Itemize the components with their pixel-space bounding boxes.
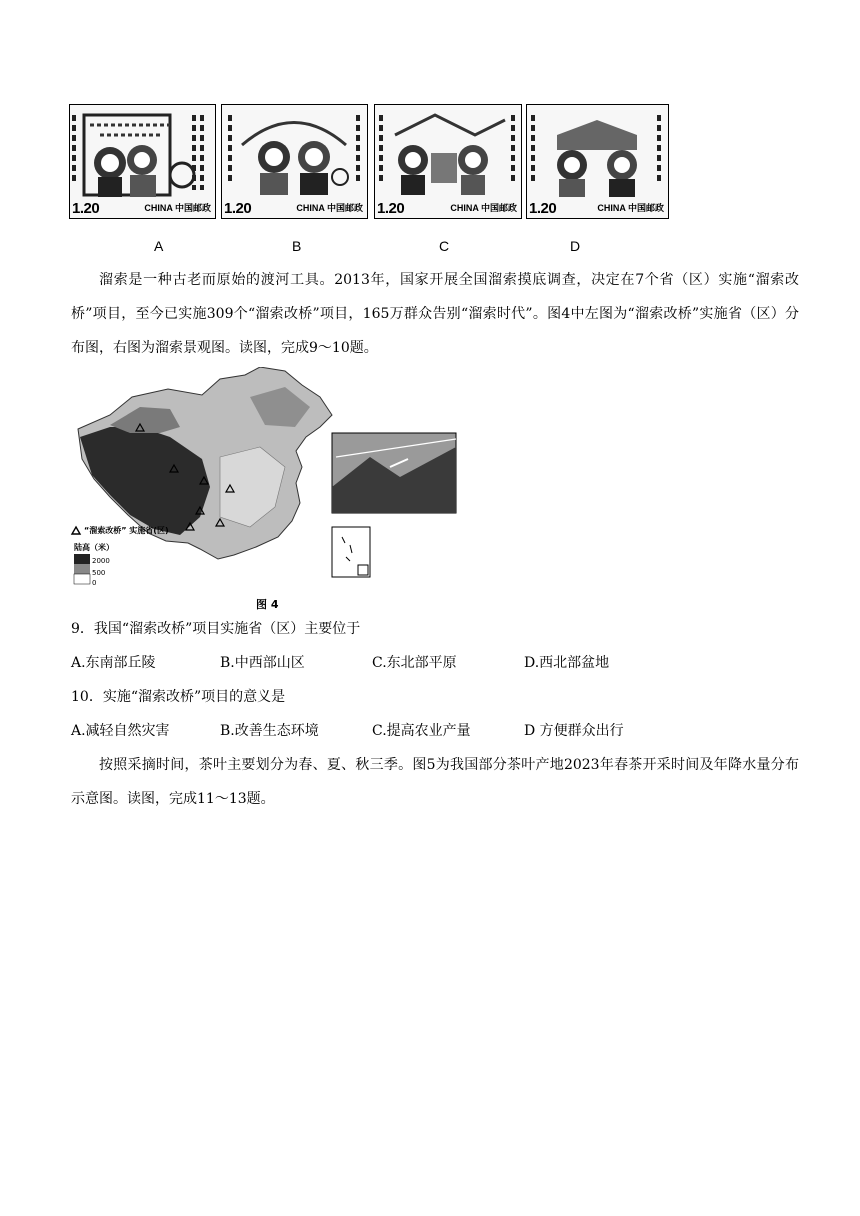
question-10-option-a: A.减轻自然灾害 bbox=[71, 723, 170, 739]
stamp-c-denomination: 1.20 bbox=[377, 200, 405, 217]
stamp-a-post-mark: CHINA 中国邮政 bbox=[144, 203, 211, 213]
legend-triangle-icon bbox=[72, 527, 80, 534]
legend-title: “溜索改桥” 实施省(区) bbox=[84, 526, 169, 535]
legend-elevation-title: 陆高（米） bbox=[74, 543, 114, 552]
legend-level-500: 500 bbox=[92, 569, 106, 577]
question-10-option-d: D 方便群众出行 bbox=[524, 723, 624, 739]
stamp-d-post-mark: CHINA 中国邮政 bbox=[597, 203, 664, 213]
stamp-label-a: A bbox=[154, 238, 164, 254]
stamp-label-b: B bbox=[292, 238, 302, 254]
question-9-stem: 9．我国“溜索改桥”项目实施省（区）主要位于 bbox=[71, 621, 361, 637]
stamp-b bbox=[221, 104, 368, 219]
intro-paragraph: 溜索是一种古老而原始的渡河工具。2013年，国家开展全国溜索摸底调查，决定在7个省（区）实施“溜索改桥”项目，至今已实施309个“溜索改桥”项目，165万群众告别“溜索时代”。图4中左图为“溜索改桥”实施省（区）分布图，右图为溜索景观图。读图，完成9～10题。 bbox=[71, 272, 799, 356]
legend-level-2000: 2000 bbox=[92, 557, 110, 565]
legend-level-0: 0 bbox=[92, 579, 97, 587]
legend-swatch-mid bbox=[74, 564, 90, 574]
question-9-option-d: D.西北部盆地 bbox=[524, 655, 610, 671]
stamp-c bbox=[374, 104, 522, 219]
question-10-option-b: B.改善生态环境 bbox=[220, 723, 319, 739]
figure-4 bbox=[70, 367, 462, 612]
tea-paragraph: 按照采摘时间，茶叶主要划分为春、夏、秋三季。图5为我国部分茶叶产地2023年春茶开采时间及年降水量分布示意图。读图，完成11～13题。 bbox=[71, 757, 799, 807]
question-9-option-a: A.东南部丘陵 bbox=[71, 655, 156, 671]
stamp-d-denomination: 1.20 bbox=[529, 200, 557, 217]
stamp-d bbox=[526, 104, 669, 219]
stamp-label-d: D bbox=[570, 238, 581, 254]
stamp-b-post-mark: CHINA 中国邮政 bbox=[296, 203, 363, 213]
question-9-option-c: C.东北部平原 bbox=[372, 655, 457, 671]
stamp-a-denomination: 1.20 bbox=[72, 200, 100, 217]
legend-swatch-high bbox=[74, 554, 90, 564]
legend-swatch-low bbox=[74, 574, 90, 584]
question-10-stem: 10．实施“溜索改桥”项目的意义是 bbox=[71, 689, 286, 705]
question-10-option-c: C.提高农业产量 bbox=[372, 723, 471, 739]
stamp-a bbox=[69, 104, 216, 219]
stamp-label-c: C bbox=[439, 238, 450, 254]
china-elevation-map bbox=[70, 367, 462, 597]
stamp-row bbox=[69, 104, 669, 220]
stamp-b-denomination: 1.20 bbox=[224, 200, 252, 217]
figure-caption: 图 4 bbox=[256, 598, 279, 611]
stamp-c-post-mark: CHINA 中国邮政 bbox=[450, 203, 517, 213]
question-9-option-b: B.中西部山区 bbox=[220, 655, 305, 671]
